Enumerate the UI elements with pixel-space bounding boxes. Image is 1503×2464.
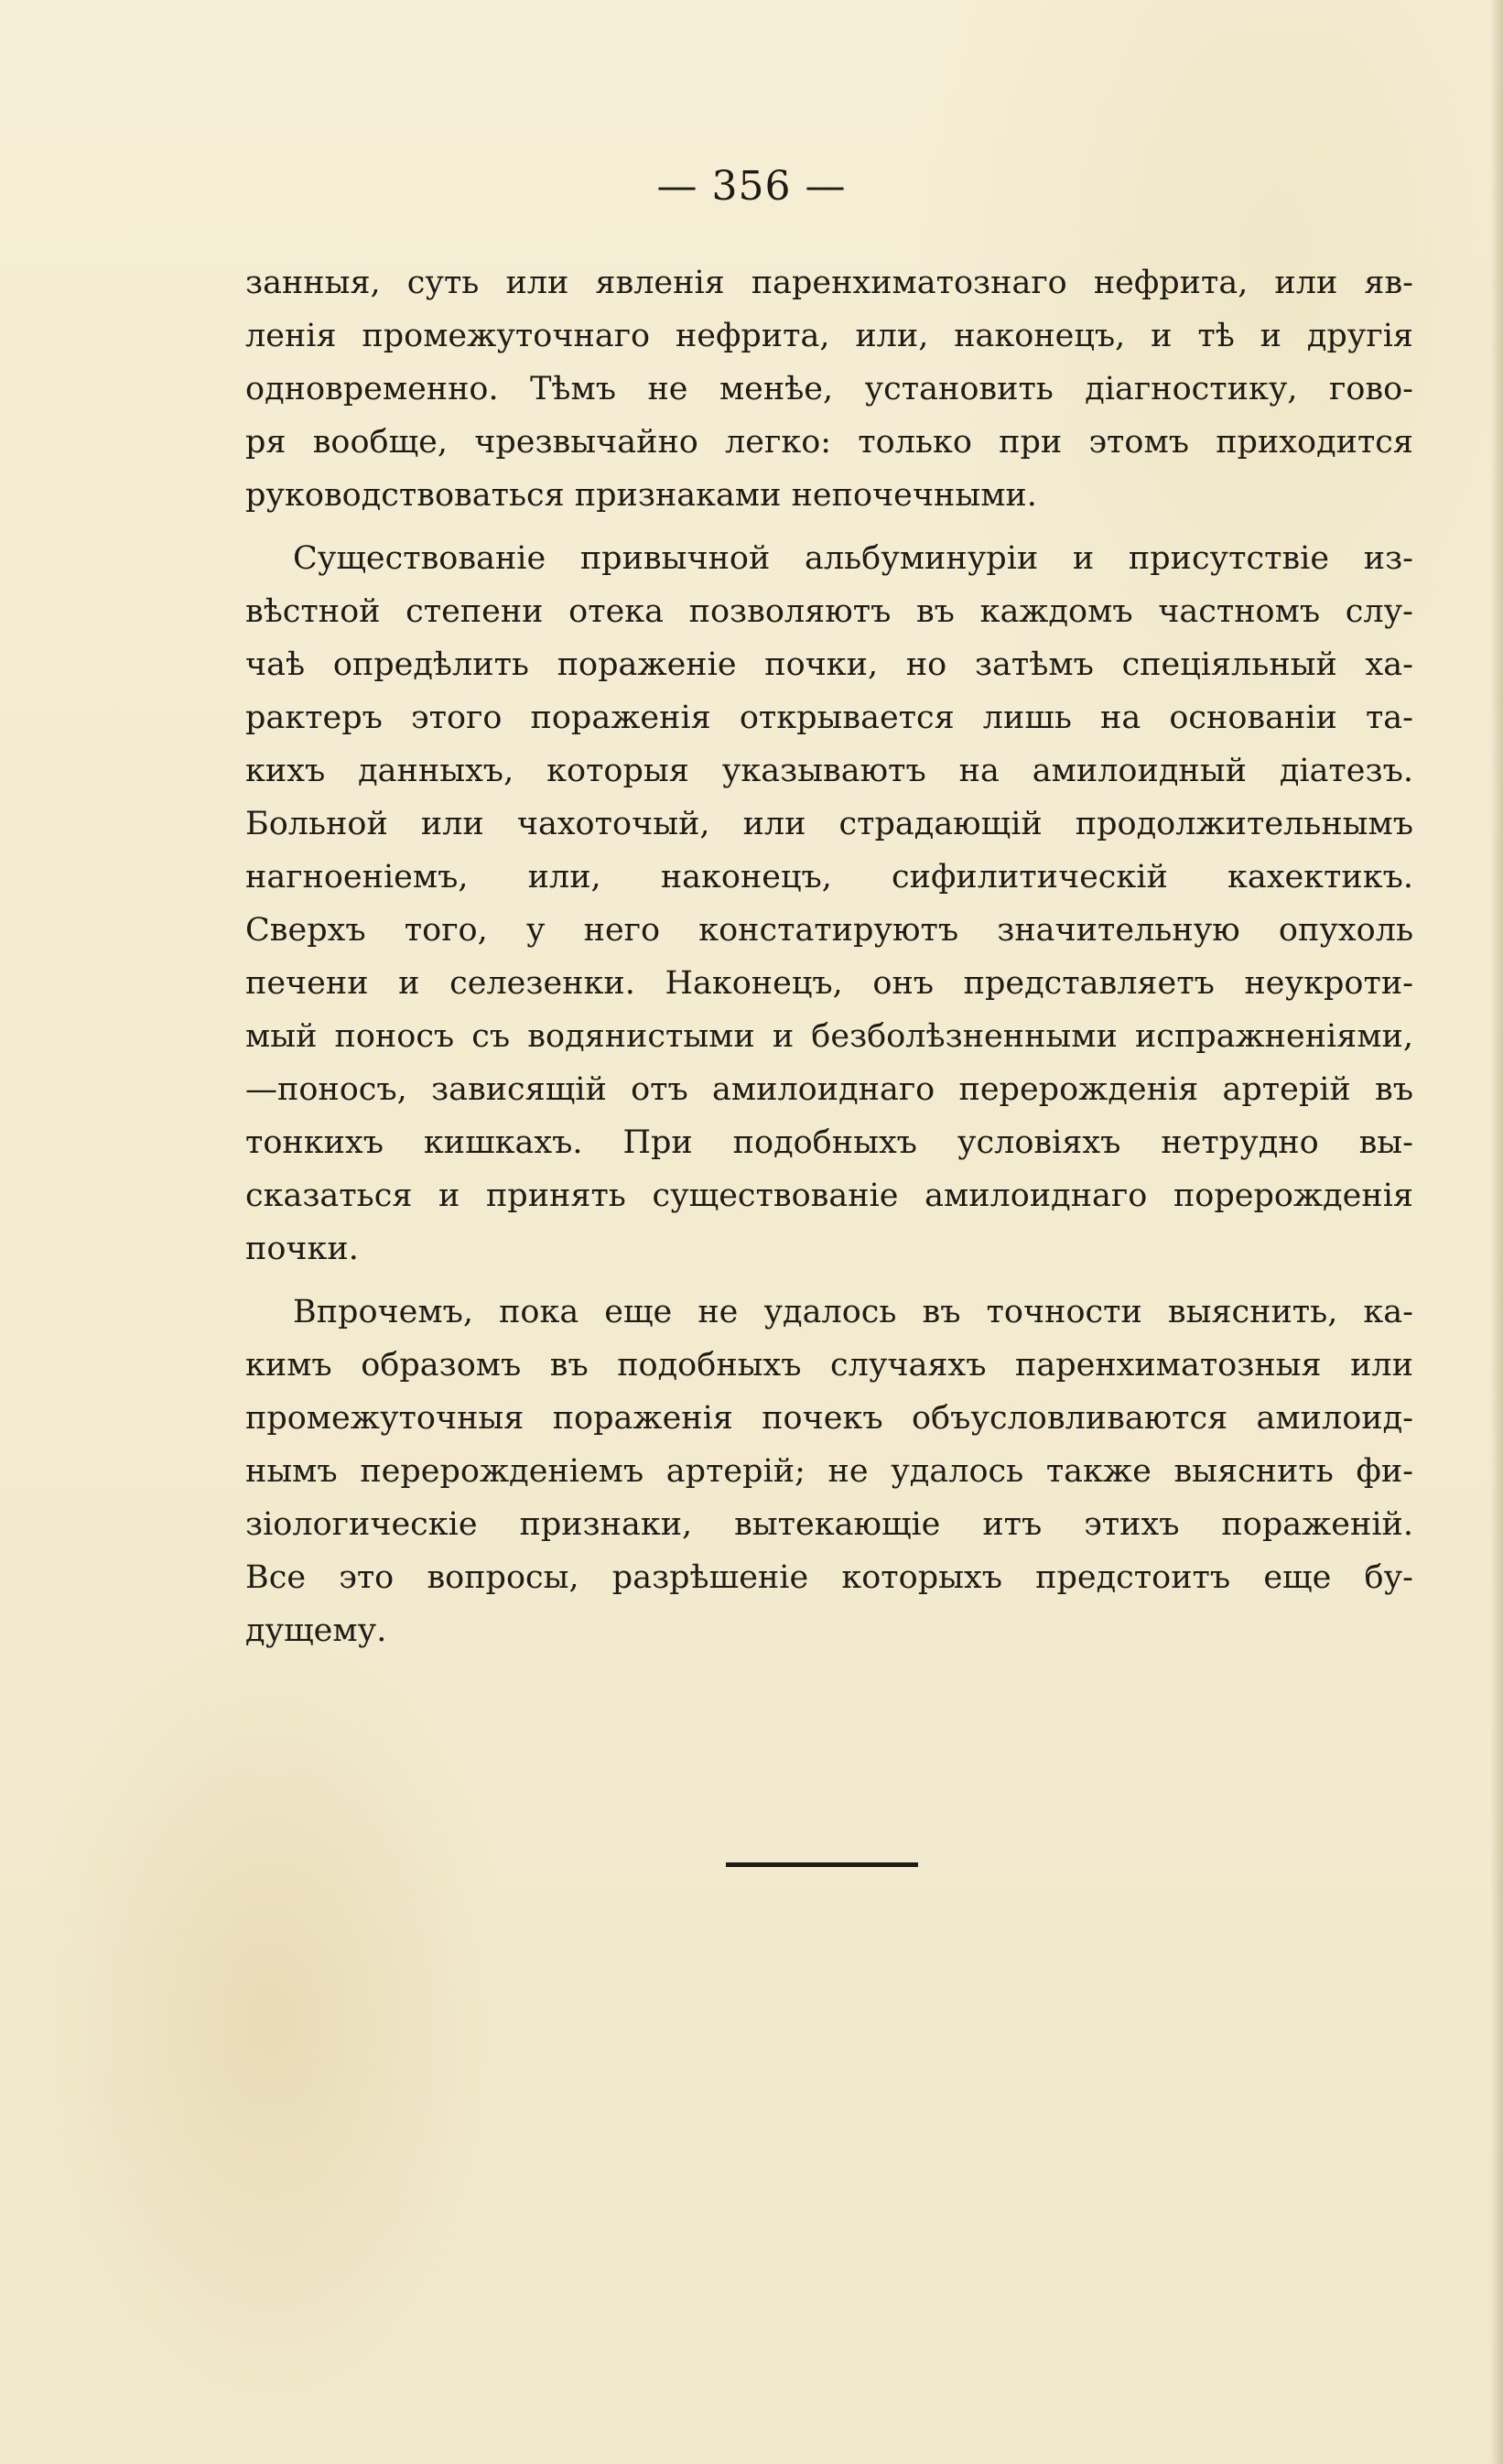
text-line: Впрочемъ, пока еще не удалось въ точности выяснить, ка- <box>293 1294 1413 1330</box>
end-rule <box>726 1862 918 1867</box>
text-line: вѣстной степени отека позволяютъ въ каждомъ частномъ слу- <box>245 593 1413 630</box>
text-line: печени и селезенки. Наконецъ, онъ представляетъ неукроти- <box>245 965 1413 1002</box>
text-line: ря вообще, чрезвычайно легко: только при этомъ приходится <box>245 424 1413 461</box>
text-line: рактеръ этого пораженія открывается лишь на основаніи та- <box>245 700 1413 736</box>
text-line: Существованіе привычной альбуминуріи и присутствіе из- <box>293 540 1413 577</box>
text-line: мый поносъ съ водянистыми и безболѣзненными испражненіями, <box>245 1018 1413 1055</box>
text-line: нагноеніемъ, или, наконецъ, сифилитическій кахектикъ. <box>245 859 1413 896</box>
text-line: сказаться и принять существованіе амилоиднаго порерожденія <box>245 1178 1413 1214</box>
text-line: кихъ данныхъ, которыя указываютъ на амилоидный діатезъ. <box>245 753 1413 789</box>
text-line: одновременно. Тѣмъ не менѣе, установить діагностику, гово- <box>245 371 1413 407</box>
text-line: занныя, суть или явленія паренхиматознаго нефрита, или яв- <box>245 265 1413 301</box>
text-line: промежуточныя пораженія почекъ объусловливаются амилоид- <box>245 1400 1413 1437</box>
text-line: ленія промежуточнаго нефрита, или, наконецъ, и тѣ и другія <box>245 318 1413 354</box>
page-number: — 356 — <box>656 163 847 210</box>
text-line: Больной или чахоточый, или страдающій продолжительнымъ <box>245 806 1413 842</box>
paragraph-gap <box>245 1275 1413 1286</box>
text-line: Все это вопросы, разрѣшеніе которыхъ предстоитъ еще бу- <box>245 1559 1413 1596</box>
paragraph <box>245 532 1413 1275</box>
text-line: кимъ образомъ въ подобныхъ случаяхъ паренхиматозныя или <box>245 1347 1413 1384</box>
text-line: —поносъ, зависящій отъ амилоиднаго перерожденія артерій въ <box>245 1071 1413 1108</box>
page-edge-shadow <box>1490 0 1503 2464</box>
text-line: нымъ перерожденіемъ артерій; не удалось также выяснить фи- <box>245 1453 1413 1490</box>
body-text <box>245 256 1413 1657</box>
text-line: почки. <box>245 1231 359 1267</box>
text-line: дущему. <box>245 1612 387 1649</box>
text-line: чаѣ опредѣлить пораженіе почки, но затѣмъ спеціяльный ха- <box>245 646 1413 683</box>
text-line: тонкихъ кишкахъ. При подобныхъ условіяхъ нетрудно вы- <box>245 1124 1413 1161</box>
text-line: руководствоваться признаками непочечными. <box>245 477 1037 514</box>
text-line: зіологическіе признаки, вытекающіе итъ этихъ пораженій. <box>245 1506 1413 1543</box>
paragraph-gap <box>245 522 1413 532</box>
paragraph <box>245 1286 1413 1657</box>
text-line: Сверхъ того, у него констатируютъ значительную опухоль <box>245 912 1413 949</box>
paragraph <box>245 256 1413 522</box>
